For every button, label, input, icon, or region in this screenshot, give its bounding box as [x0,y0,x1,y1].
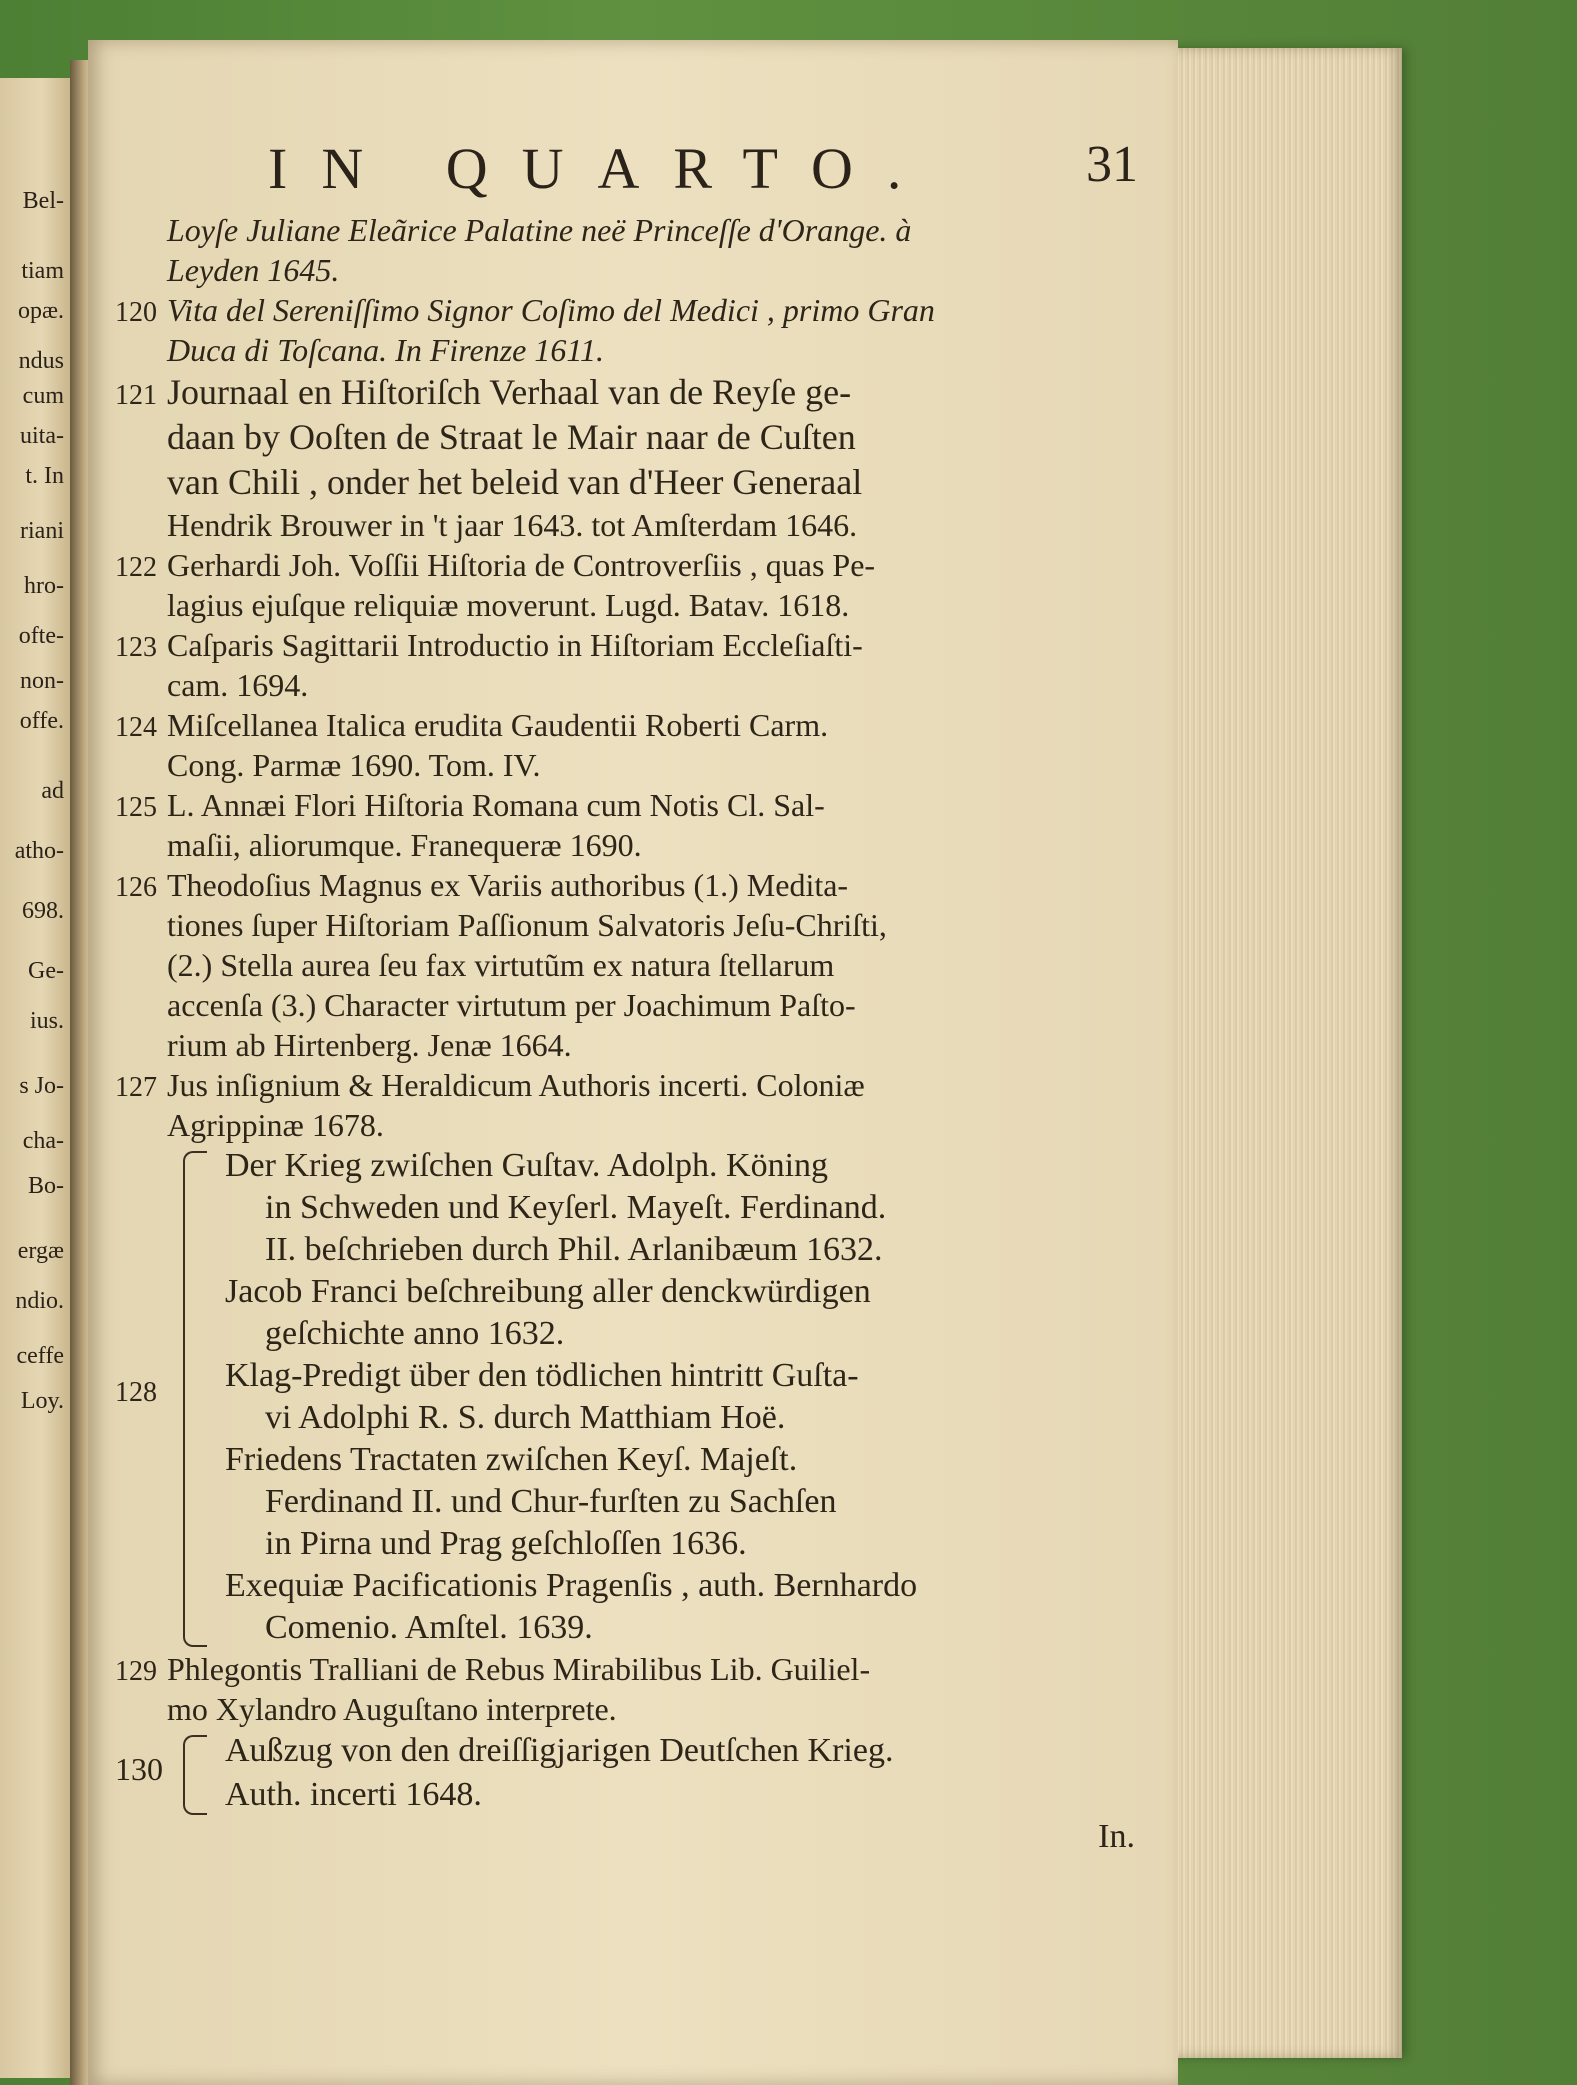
page-header [268,135,1138,205]
running-head: IN QUARTO. [268,136,936,201]
entry-text: tiones ſuper Hiſtoriam Paſſionum Salvatoris Jeſu-Chriſti, [167,907,887,943]
entry-text: Jus inſignium & Heraldicum Authoris incerti. Coloniæ [167,1067,865,1103]
left-page-fragment: hro- [24,573,64,599]
entry-text: Cong. Parmæ 1690. Tom. IV. [167,747,541,783]
left-page-fragment: 698. [22,898,64,924]
entry-number: 129 [115,1656,157,1687]
catalog-line: Klag-Predigt über den tödlichen hintritt Guſta- [225,1357,859,1394]
left-page-fragment: uita- [20,423,64,449]
catalog-line: Comenio. Amſtel. 1639. [265,1609,593,1646]
left-page-fragment: ceffe [16,1343,64,1369]
catalog-line [115,585,1165,625]
entry-text: Agrippinæ 1678. [167,1107,384,1143]
entry-text: daan by Ooſten de Straat le Mair naar de Cuſten [167,417,856,457]
catalog-line: Exequiæ Pacificationis Pragenſis , auth. Bernhardo [225,1567,918,1604]
catalog-text [115,210,1165,1857]
left-page-fragment: Bo- [28,1173,64,1199]
catalog-line [115,210,1165,250]
catalog-line [115,625,1165,665]
entry-text: van Chili , onder het beleid van d'Heer Generaal [167,462,863,502]
left-page-fragment: Bel- [22,188,64,214]
catalog-line [115,745,1165,785]
entry-number: 122 [115,552,157,583]
left-page-fragment: cum [22,383,64,409]
entry-number: 130 [115,1751,163,1787]
entry-text: lagius ejuſque reliquiæ moverunt. Lugd. Batav. 1618. [167,587,850,623]
entry-text: Miſcellanea Italica erudita Gaudentii Roberti Carm. [167,707,829,743]
catalog-line [115,865,1165,905]
entry-128-group [115,1145,1165,1649]
catalog-line [115,705,1165,745]
entry-text: Duca di Toſcana. In Firenze 1611. [167,332,604,368]
catalog-line [115,415,1165,460]
catalog-line: geſchichte anno 1632. [265,1315,565,1352]
entry-number: 120 [115,297,157,328]
catalog-line [115,330,1165,370]
catalog-line: Auth. incerti 1648. [225,1776,482,1813]
entry-text: L. Annæi Flori Hiſtoria Romana cum Notis Cl. Sal- [167,787,825,823]
catalog-line [115,460,1165,505]
catalog-line [115,1025,1165,1065]
entry-number: 121 [115,380,157,411]
catalog-line [115,1689,1165,1729]
entry-text: Phlegontis Tralliani de Rebus Mirabilibus Lib. Guiliel- [167,1651,871,1687]
catalog-line: Der Krieg zwiſchen Guſtav. Adolph. Köning [225,1147,829,1184]
entry-number: 124 [115,712,157,743]
catalog-line: in Pirna und Prag geſchloſſen 1636. [265,1525,747,1562]
catchword: In. [1098,1818,1135,1855]
catalog-line [115,1065,1165,1105]
page-edges [1162,48,1402,2058]
left-page-fragment: ndus [18,348,64,374]
entry-text: maſii, aliorumque. Franequeræ 1690. [167,827,642,863]
entry-text: Theodoſius Magnus ex Variis authoribus (1.) Medita- [167,867,849,903]
entry-text: accenſa (3.) Character virtutum per Joachimum Paſto- [167,987,856,1023]
left-page-fragment: ndio. [15,1288,64,1314]
entry-number: 125 [115,792,157,823]
catalog-line: Jacob Franci beſchreibung aller denckwürdigen [225,1273,871,1310]
entry-number: 126 [115,872,157,903]
entry-text: (2.) Stella aurea ſeu fax virtutũm ex natura ſtellarum [167,947,835,983]
catalog-line [115,825,1165,865]
entry-text: mo Xylandro Auguſtano interprete. [167,1691,617,1727]
left-page-fragment: cha- [22,1128,64,1154]
catalog-line: Ferdinand II. und Chur-furſten zu Sachſen [265,1483,837,1520]
entry-text: Hendrik Brouwer in 't jaar 1643. tot Amſterdam 1646. [167,507,858,543]
catalog-line [115,1105,1165,1145]
left-page-fragment: riani [20,518,64,544]
catalog-line [115,545,1165,585]
entry-number: 127 [115,1072,157,1103]
entry-number: 128 [115,1377,157,1408]
entry-130-group [115,1729,1165,1817]
left-page-fragment: t. In [25,463,64,489]
left-page-fragment: ergæ [17,1238,64,1264]
entry-text: Caſparis Sagittarii Introductio in Hiſtoriam Eccleſiaſti- [167,627,863,663]
catalog-line [115,985,1165,1025]
catalog-line: Außzug von den dreiſſigjarigen Deutſchen Krieg. [225,1732,894,1769]
catalog-line [115,370,1165,415]
left-page-fragment: tiam [21,258,64,284]
catalog-line: in Schweden und Keyſerl. Mayeſt. Ferdinand. [265,1189,887,1226]
entry-text: Journaal en Hiſtoriſch Verhaal van de Reyſe ge- [167,372,852,412]
entry-text: Gerhardi Joh. Voſſii Hiſtoria de Controverſiis , quas Pe- [167,547,876,583]
left-page-fragment: non- [20,668,64,694]
catalog-line [115,665,1165,705]
page-number: 31 [1086,136,1138,193]
catalog-line [115,505,1165,545]
catalog-line [115,250,1165,290]
catalog-line: II. beſchrieben durch Phil. Arlanibæum 1632. [265,1231,883,1268]
entry-text: Vita del Sereniſſimo Signor Coſimo del Medici , primo Gran [167,292,935,328]
left-page-edge [0,78,72,2078]
catalog-line [115,290,1165,330]
left-page-fragment: Ge- [28,958,64,984]
entry-text: Leyden 1645. [167,252,340,288]
entry-number: 123 [115,632,157,663]
left-page-fragment: ad [41,778,64,804]
catalog-line: vi Adolphi R. S. durch Matthiam Hoë. [265,1399,786,1436]
left-page-fragment: offe. [19,708,64,734]
catalog-line: Friedens Tractaten zwiſchen Keyſ. Majeſt. [225,1441,798,1478]
entry-text: Loyſe Juliane Eleãrice Palatine neë Princeſſe d'Orange. à [167,212,912,248]
left-page-fragment: opæ. [17,298,64,324]
left-page-fragment: s Jo- [19,1073,64,1099]
entry-text: cam. 1694. [167,667,309,703]
left-page-fragment: ofte- [18,623,64,649]
left-page-fragment: Loy. [20,1388,64,1414]
left-page-fragment: ius. [29,1008,64,1034]
catalog-line [115,785,1165,825]
catalog-line [115,905,1165,945]
catalog-line [115,945,1165,985]
entry-text: rium ab Hirtenberg. Jenæ 1664. [167,1027,572,1063]
left-page-fragment: atho- [14,838,64,864]
catalog-line [115,1649,1165,1689]
